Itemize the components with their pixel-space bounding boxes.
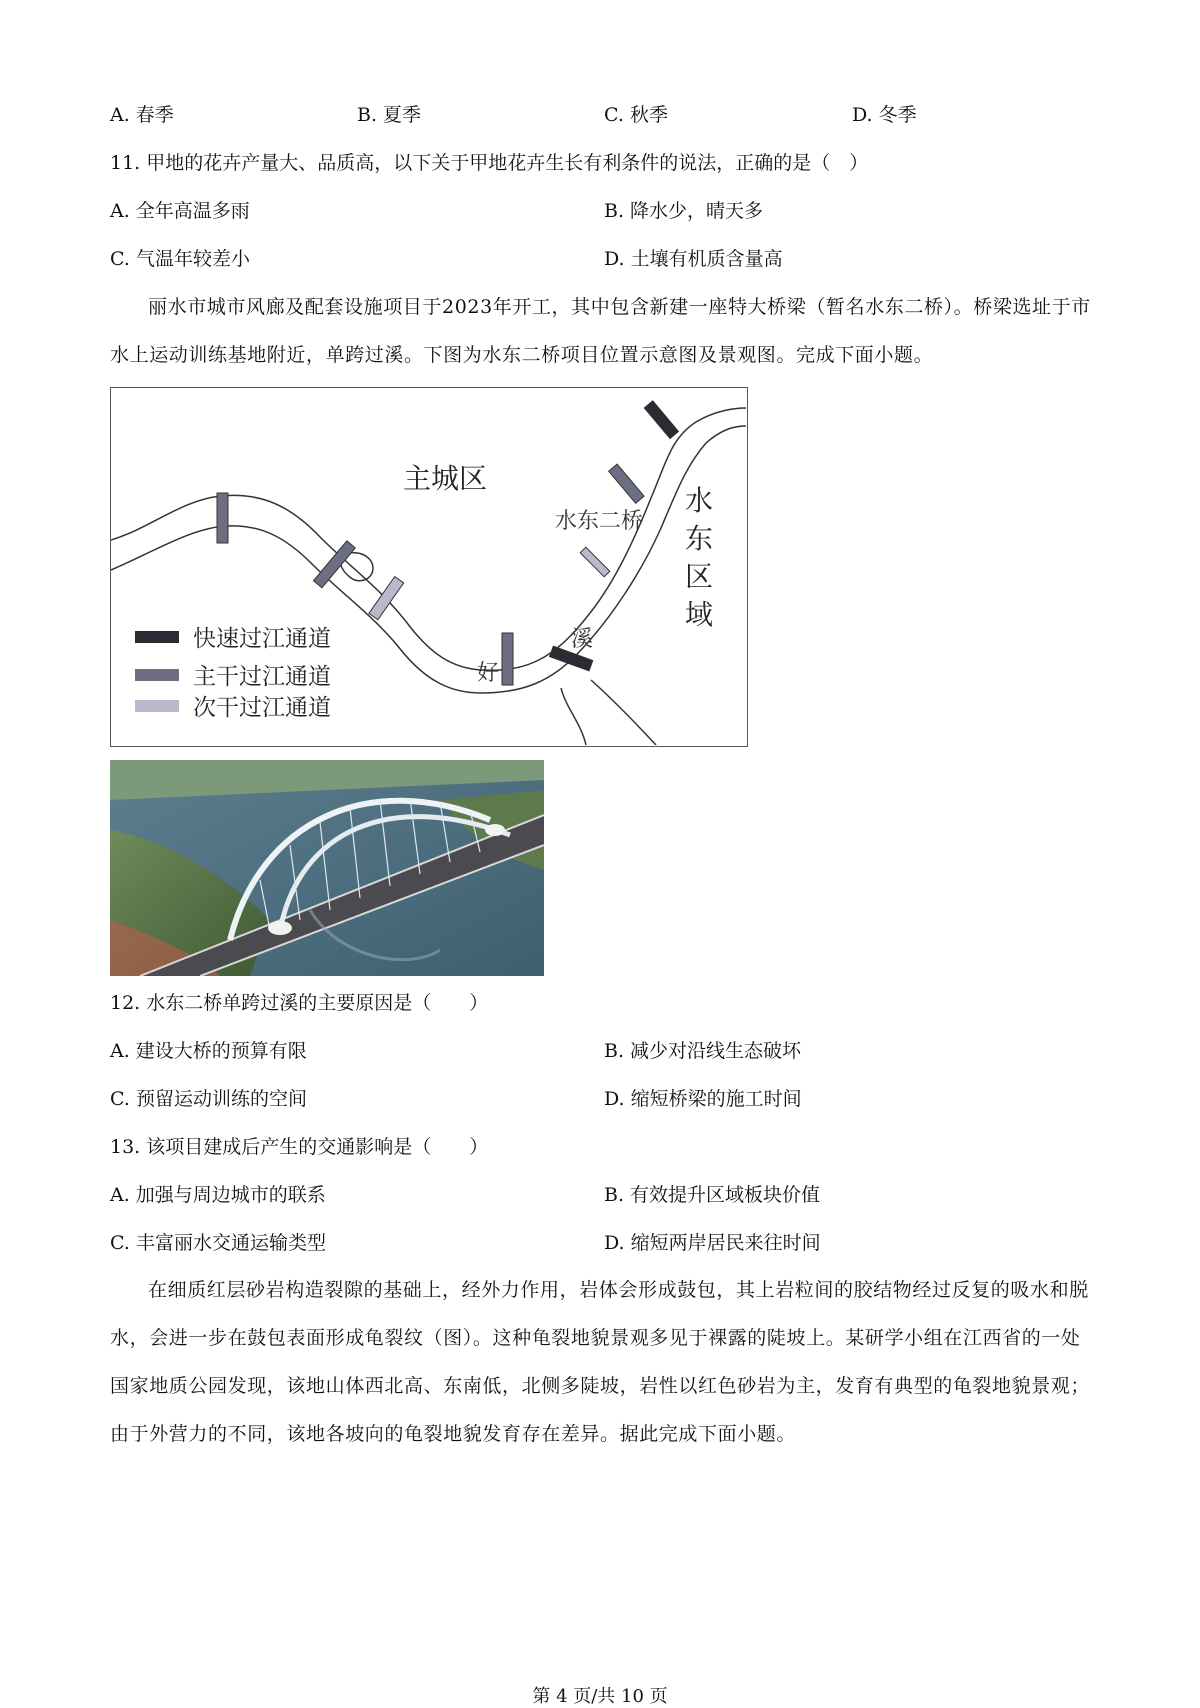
east-area-char-4: 域 <box>685 598 714 631</box>
q13-stem: 13. 该项目建成后产生的交通影响是（ ） <box>110 1136 489 1158</box>
passage-bridge: 丽水市城市风廊及配套设施项目于2023年开工，其中包含新建一座特大桥梁（暂名水东二桥）。桥梁选址于市水上运动训练基地附近，单跨过溪。下图为水东二桥项目位置示意图及景观图。完成下面小题。 <box>110 296 1091 366</box>
q12-option-b: B. 减少对沿线生态破坏 <box>604 1040 802 1062</box>
legend-label-trunk: 主干过江通道 <box>193 664 331 690</box>
express-crossing-bridge-2 <box>644 401 678 439</box>
trunk-crossing-bridge-4 <box>609 464 644 503</box>
bridge-name-label: 水东二桥 <box>555 509 644 534</box>
q11-option-b: B. 降水少，晴天多 <box>604 200 764 222</box>
q11-option-d: D. 土壤有机质含量高 <box>604 248 783 270</box>
legend-label-express: 快速过江通道 <box>193 626 331 652</box>
map-legend <box>135 626 331 721</box>
legend-swatch-trunk <box>135 669 179 681</box>
passage-cracked-landform: 在细质红层砂岩构造裂隙的基础上，经外力作用，岩体会形成鼓包，其上岩粒间的胶结物经过反复的吸水和脱水，会进一步在鼓包表面形成龟裂纹（图）。这种龟裂地貌景观多见于裸露的陡坡上。某研学小组在江西省的一处国家地质公园发现，该地山体西北高、东南低，北侧多陡坡，岩性以红色砂岩为主，发育有典型的龟裂地貌景观；由于外营力的不同，该地各坡向的龟裂地貌发育存在差异。据此完成下面小题。 <box>110 1279 1091 1445</box>
q12-option-a: A. 建设大桥的预算有限 <box>110 1040 307 1062</box>
bridge-location-map <box>110 387 748 747</box>
q11-stem: 11. 甲地的花卉产量大、品质高，以下关于甲地花卉生长有利条件的说法，正确的是（ ） <box>110 152 869 174</box>
shuidong-second-bridge <box>580 547 610 577</box>
q13-option-c: C. 丰富丽水交通运输类型 <box>110 1232 326 1254</box>
q13-option-a: A. 加强与周边城市的联系 <box>110 1184 326 1206</box>
legend-label-secondary: 次干过江通道 <box>193 695 331 721</box>
river-char-hao: 好 <box>477 661 500 686</box>
page-number-footer: 第 4 页/共 10 页 <box>532 1686 668 1707</box>
q12-option-d: D. 缩短桥梁的施工时间 <box>604 1088 802 1110</box>
tributary-east-bank <box>591 680 656 745</box>
q10-option-d: D. 冬季 <box>852 104 917 126</box>
q12-stem: 12. 水东二桥单跨过溪的主要原因是（ ） <box>110 992 489 1014</box>
q13-option-b: B. 有效提升区域板块价值 <box>604 1184 821 1206</box>
bridge-rendering-image <box>110 760 544 976</box>
q10-option-b: B. 夏季 <box>357 104 422 126</box>
east-area-char-3: 区 <box>685 560 714 593</box>
east-area-char-2: 东 <box>685 522 714 555</box>
trunk-crossing-bridge-1 <box>217 493 228 543</box>
q10-option-a: A. 春季 <box>110 104 174 126</box>
q11-option-a: A. 全年高温多雨 <box>110 200 250 222</box>
river-char-xi: 溪 <box>571 627 594 652</box>
main-city-label: 主城区 <box>403 462 488 495</box>
legend-swatch-express <box>135 631 179 643</box>
tributary-west-bank <box>561 688 586 745</box>
q10-option-c: C. 秋季 <box>604 104 668 126</box>
east-area-char-1: 水 <box>685 484 714 517</box>
q13-option-d: D. 缩短两岸居民来往时间 <box>604 1232 821 1254</box>
q12-option-c: C. 预留运动训练的空间 <box>110 1088 307 1110</box>
q11-option-c: C. 气温年较差小 <box>110 248 250 270</box>
legend-swatch-secondary <box>135 700 179 712</box>
trunk-crossing-bridge-3 <box>502 633 513 685</box>
